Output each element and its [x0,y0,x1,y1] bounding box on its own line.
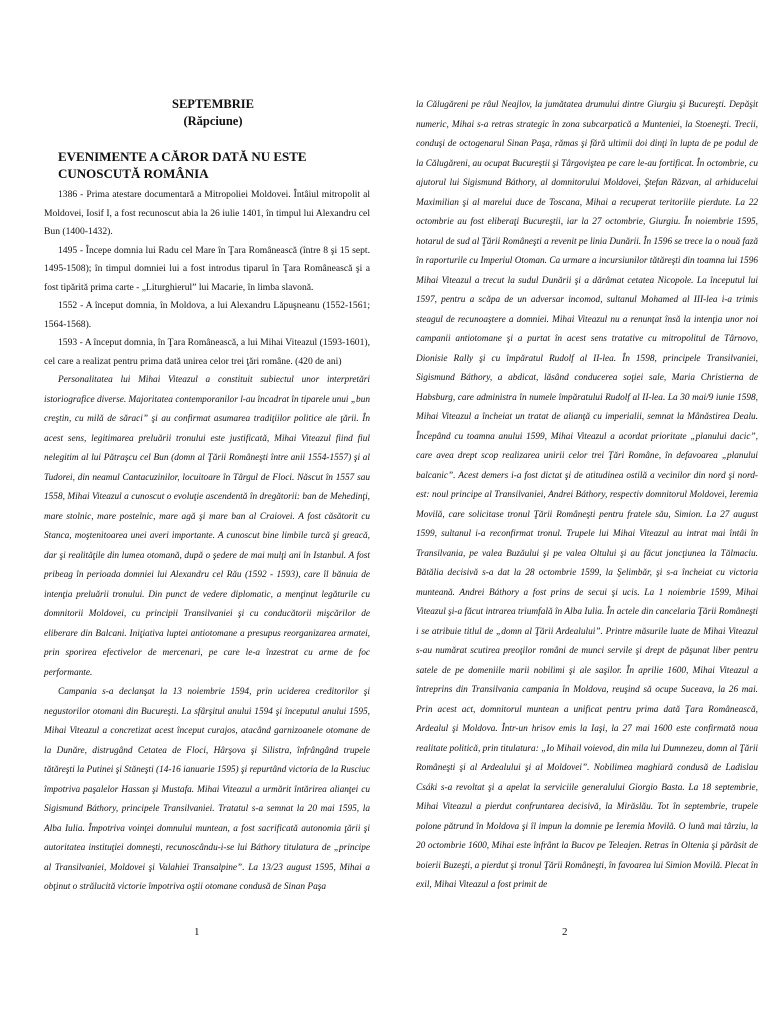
campaign-paragraph: Campania s-a declanşat la 13 noiembrie 1594, prin uciderea creditorilor şi negustorilor otomani din Bucureşti. La sfârşitul anului 1594 şi începutul anului 1595, Mihai Viteazul a concretizat acest început curajos, atacând garnizoanele otomane de la Dunăre, distrugând Cetatea de Floci, Hârşova şi Silistra, înfrângând trupele tătăreşti la Putinei şi Stăneşti (14-16 ianuarie 1595) şi repurtând victoria de la Rusciuc împotriva paşalelor Hassan şi Mustafa. Mihai Viteazul a urmărit întărirea alianţei cu Sigismund Báthory, principele Transilvaniei. Tratatul s-a semnat la 20 mai 1595, la Alba Iulia. Împotriva voinţei domnului muntean, a fost sacrificată autonomia ţării şi autoritatea instituţiei domneşti, recunoscându-i-se lui Báthory titulatura de „principe al Transilvaniei, Moldovei şi Valahiei Transalpine”. La 13/23 august 1595, Mihai a obţinut o strălucită victorie împotriva oştii otomane condusă de Sinan Paşa [44,687,370,892]
month-alt-name: (Răpciune) [183,114,243,128]
entry-1552: 1552 - A început domnia, în Moldova, a lui Alexandru Lăpuşneanu (1552-1561; 1564-1568). [44,300,370,330]
biography-paragraph: Personalitatea lui Mihai Viteazul a constituit subiectul unor interpretări istoriografice diverse. Majoritatea contemporanilor l-au încadrat în tiparele unui „bun creştin, cu milă de săraci” şi au confirmat asumarea tradiţiilor politice ale ţării. În acest sens, legitimarea preluării tronului este justificată, Mihai Viteazul fiind fiul nelegitim al lui Pătraşcu cel Bun (domn al Ţării Româneşti între anii 1554-1557) şi al Tudorei, din neamul Cantacuzinilor, locuitoare în Târgul de Floci. Născut în 1557 sau 1558, Mihai Viteazul a cunoscut o evoluţie ascendentă în dregătorii: ban de Mehedinţi, mare stolnic, mare postelnic, mare agă şi mare ban al Craiovei. A fost căsătorit cu Stanca, moştenitoarea unei averi importante. A cunoscut bine limbile turcă şi greacă, dar şi realităţile din lumea otomană, după o şedere de mai mulţi ani în Istanbul. A fost pribeag în perioada domniei lui Alexandru cel Rău (1592 - 1593), care îl bănuia de intenţia preluării tronului. Din punct de vedere diplomatic, a menţinut legăturile cu domnitorii Moldovei, cu principii Transilvaniei şi cu conducătorii mişcărilor de eliberare din Balcani. Iniţiativa luptei antiotomane a presupus reorganizarea armatei, prin sporirea efectivelor de mercenari, pe care le-a înzestrat cu arme de foc performante. [44,375,370,678]
continuation-paragraph: la Călugăreni pe râul Neajlov, la jumătatea drumului dintre Giurgiu şi Bucureşti. Depăşit numeric, Mihai s-a retras strategic în zona subcarpatică a Munteniei, la Stoeneşti. Trecii, conduşi de octogenarul Sinan Paşa, rămas şi fără ultimii doi dinţi în lupta de pe podul de la Călugăreni, au ocupat Bucureştii şi Târgoviştea pe care le-au fortificat. În octombrie, cu ajutorul lui Sigismund Báthory, al domnitorului Moldovei, Ştefan Răzvan, al arhiducelui Maximilian şi al marelui duce de Toscana, Mihai a recuperat teritoriile pierdute. La 22 octombrie au fost eliberaţi Bucureştii, iar la 27 octombrie, Giurgiu. În noiembrie 1595, hotarul de sud al Ţării Româneşti a revenit pe linia Dunării. În 1596 se trece la o nouă fază în raporturile cu Imperiul Otoman. Ca urmare a incursiunilor tătăreşti din toamna lui 1596 Mihai Viteazul a trecut la sudul Dunării şi a dărâmat cetatea Nicopole. La începutul lui 1597, pentru a scăpa de un adversar incomod, sultanul Mohamed al III-lea i-a trimis steagul de recunoaştere a domniei. Mihai Viteazul nu a renunţat însă la intenţia unor noi campanii antiotomane şi a purtat în acest sens tratative cu mitropolitul de Târnovo, Dionisie Rally şi cu împăratul Rudolf al II-lea. În 1598, principele Transilvaniei, Sigismund Báthory, a abdicat, lăsând conducerea soţiei sale, Maria Christierna de Habsburg, care administra în numele împăratului Rudolf al II-lea. La 30 mai/9 iunie 1598, Mihai Viteazul a încheiat un tratat de alianţă cu imperialii, semnat la Mânăstirea Dealu. Începând cu toamna anului 1599, Mihai Viteazul a acordat prioritate „planului dacic”, care avea drept scop realizarea unirii celor trei Ţări Române, în defavoarea „planului balcanic”. Acest demers i-a fost dictat şi de atitudinea ostilă a vecinilor din nord şi nord-est: noul principe al Transilvaniei, Andrei Báthory, respectiv domnitorul Moldovei, Ieremia Movilă, care solicitase tronul Ţării Româneşti pentru fratele său, Simion. La 27 august 1599, sultanul i-a reconfirmat tronul. Trupele lui Mihai Viteazul au intrat mai întâi în Transilvania, pe valea Buzăului şi pe valea Oltului şi au făcut joncţiunea la Tălmaciu. Bătălia decisivă s-a dat la 28 octombrie 1599, la Şelimbăr, şi s-a încheiat cu victoria munteană. Andrei Báthory a fost prins de secui şi ucis. La 1 noiembrie 1599, Mihai Viteazul şi-a făcut intrarea triumfală în Alba Iulia. În actele din cancelaria Ţării Româneşti i se atribuie titlul de „domn al Ţării Ardealului”. Printre măsurile luate de Mihai Viteazul s-au numărat scutirea preoţilor români de munci servile şi drept de păşunat liber pentru satele de pe domeniile marii nobilimi şi ale saşilor. În aprilie 1600, Mihai Viteazul a întreprins din Transilvania campania în Moldova, reuşind să ocupe Suceava, la 26 mai. Prin acest act, domnitorul muntean a unificat pentru prima dată Ţara Românească, Ardealul şi Moldova. Într-un hrisov emis la Iaşi, la 27 mai 1600 este confirmată noua realitate politică, prin titulatura: „Io Mihail voievod, din mila lui Dumnezeu, domn al Ţării Româneşti şi al Ardealului şi al Moldovei”. Nobilimea maghiară condusă de Ladislau Csáki s-a revoltat şi a apelat la serviciile generalului Giorgio Basta. La 18 septembrie, Mihai Viteazul a pierdut confruntarea decisivă, la Mirăslău. Tot în septembrie, trupele polone pătrund în Moldova şi îl impun la domnie pe Ieremia Movilă. O lună mai târziu, la 20 octombrie 1600, Mihai este înfrânt la Bucov pe Teleajen. Retras în Oltenia şi părăsit de boierii Buzeşti, a pierdut şi tronul Ţării Româneşti, în favoarea lui Simion Movilă. Plecat în exil, Mihai Viteazul a fost primit de [416,100,758,890]
page-number-right: 2 [562,926,568,938]
month-title [56,96,370,130]
section-heading: EVENIMENTE A CĂROR DATĂ NU ESTE CUNOSCUTĂ ROMÂNIA [58,149,307,181]
entry-1593: 1593 - A început domnia, în Ţara Românească, a lui Mihai Viteazul (1593-1601), cel care a realizat pentru prima dată unirea celor trei ţări române. (420 de ani) [44,337,370,367]
entry-1386: 1386 - Prima atestare documentară a Mitropoliei Moldovei. Întâiul mitropolit al Moldovei, Iosif I, a fost recunoscut abia la 26 iulie 1401, în timpul lui Alexandru cel Bun (1400-1432). [44,189,370,237]
month-name: SEPTEMBRIE [172,97,254,111]
entry-1495: 1495 - Începe domnia lui Radu cel Mare în Ţara Românească (între 8 şi 15 sept. 1495-1508); în timpul domniei lui a fost introdus tiparul în Ţara Românească şi a fost tipărită prima carte - „Liturghierul” lui Macarie, în limba slavonă. [44,244,370,293]
right-page [384,0,768,1024]
page-number-left: 1 [194,926,200,938]
